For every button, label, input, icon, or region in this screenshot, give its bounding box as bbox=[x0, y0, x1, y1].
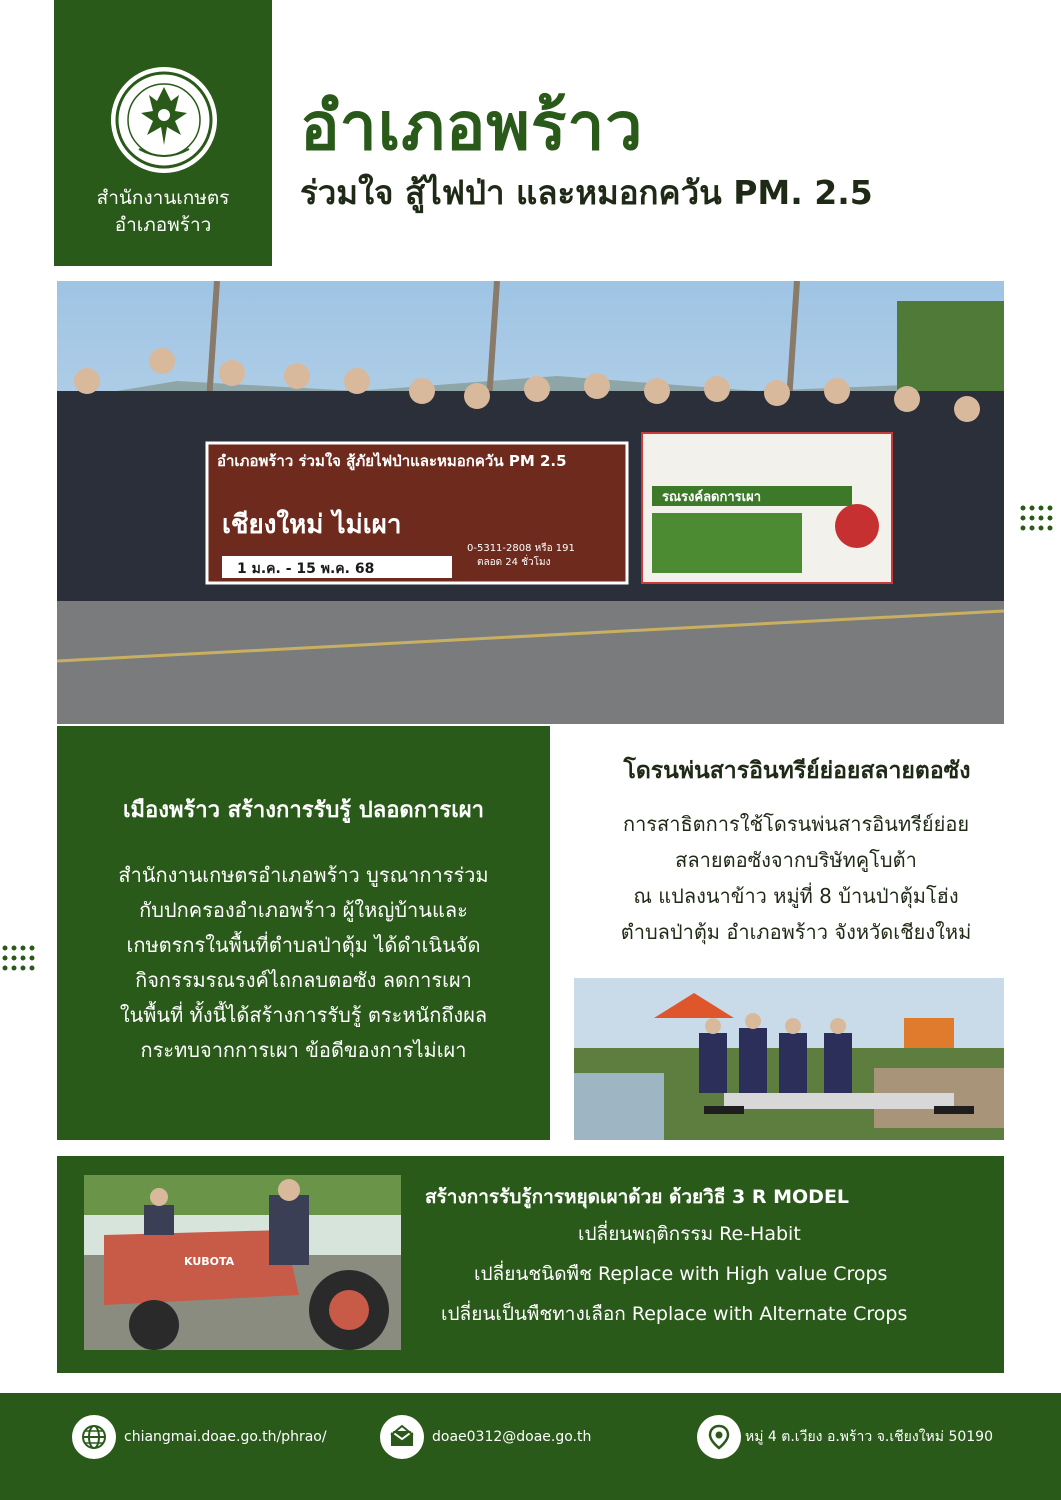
banner-left-title: อำเภอพร้าว ร่วมใจ สู้ภัยไฟป่าและหมอกควัน PM 2.5 bbox=[217, 452, 567, 470]
bottom-line-replace-high-value: เปลี่ยนชนิดพืช Replace with High value Crops bbox=[474, 1263, 888, 1285]
right-body-line: สลายตอซังจากบริษัทคูโบต้า bbox=[675, 848, 917, 872]
tractor-photo bbox=[84, 1175, 401, 1350]
office-name-line2: อำเภอพร้าว bbox=[114, 214, 212, 236]
bottom-line-rehabit: เปลี่ยนพฤติกรรม Re-Habit bbox=[578, 1223, 801, 1245]
right-body-line: ณ แปลงนาข้าว หมู่ที่ 8 บ้านป่าตุ้มโฮ่ง bbox=[633, 884, 959, 908]
banner-left-phone: 0-5311-2808 หรือ 191 bbox=[467, 543, 575, 554]
office-name bbox=[54, 185, 272, 239]
right-section-body bbox=[566, 806, 1026, 950]
department-seal-logo bbox=[109, 65, 219, 175]
footer-website-text[interactable]: chiangmai.doae.go.th/phrao/ bbox=[124, 1429, 327, 1445]
left-body-line: กิจกรรมรณรงค์ไถกลบตอซัง ลดการเผา bbox=[135, 968, 472, 992]
hero-group-photo bbox=[57, 281, 1004, 724]
left-body-line: ในพื้นที่ ทั้งนี้ได้สร้างการรับรู้ ตระหนักถึงผล bbox=[119, 1003, 488, 1027]
right-section-heading: โดรนพ่นสารอินทรีย์ย่อยสลายตอซัง bbox=[623, 758, 971, 784]
globe-icon bbox=[72, 1415, 116, 1459]
footer-email[interactable] bbox=[380, 1415, 591, 1459]
footer-address-text: หมู่ 4 ต.เวียง อ.พร้าว จ.เชียงใหม่ 50190 bbox=[745, 1429, 993, 1445]
banner-right-title: รณรงค์ลดการเผา bbox=[662, 490, 761, 505]
tractor-brand-label: KUBOTA bbox=[184, 1255, 235, 1268]
location-pin-icon bbox=[697, 1415, 741, 1459]
footer-website[interactable] bbox=[72, 1415, 327, 1459]
banner-left-slogan: เชียงใหม่ ไม่เผา bbox=[222, 510, 402, 540]
decorative-dots-right bbox=[1020, 505, 1060, 537]
left-body-line: กระทบจากการเผา ข้อดีของการไม่เผา bbox=[140, 1038, 467, 1062]
footer-address bbox=[697, 1415, 993, 1459]
decorative-dots-left bbox=[2, 945, 42, 977]
footer-bar bbox=[0, 1393, 1061, 1500]
footer-email-text[interactable]: doae0312@doae.go.th bbox=[432, 1429, 592, 1445]
page-subtitle: ร่วมใจ สู้ไฟป่า และหมอกควัน PM. 2.5 bbox=[300, 173, 873, 212]
office-logo-box bbox=[54, 0, 272, 266]
mail-icon bbox=[380, 1415, 424, 1459]
page-title: อำเภอพร้าว bbox=[300, 88, 644, 165]
left-body-line: สำนักงานเกษตรอำเภอพร้าว บูรณาการร่วม bbox=[118, 863, 489, 887]
bottom-line-replace-alternate: เปลี่ยนเป็นพืชทางเลือก Replace with Alternate Crops bbox=[441, 1303, 908, 1325]
left-panel-heading: เมืองพร้าว สร้างการรับรู้ ปลอดการเผา bbox=[123, 798, 484, 823]
left-body-line: เกษตรกรในพื้นที่ตำบลป่าตุ้ม ได้ดำเนินจัด bbox=[126, 933, 481, 957]
banner-left-hours: ตลอด 24 ชั่วโมง bbox=[477, 557, 551, 568]
office-name-line1: สำนักงานเกษตร bbox=[96, 187, 230, 209]
banner-left-dates: 1 ม.ค. - 15 พ.ค. 68 bbox=[237, 561, 375, 577]
drone-demo-photo bbox=[574, 978, 1004, 1140]
left-info-panel bbox=[57, 726, 550, 1140]
right-body-line: การสาธิตการใช้โดรนพ่นสารอินทรีย์ย่อย bbox=[622, 812, 970, 836]
bottom-panel-heading: สร้างการรับรู้การหยุดเผาด้วย ด้วยวิธี 3 R MODEL bbox=[425, 1186, 850, 1208]
right-body-line: ตำบลป่าตุ้ม อำเภอพร้าว จังหวัดเชียงใหม่ bbox=[620, 920, 972, 944]
left-body-line: กับปกครองอำเภอพร้าว ผู้ใหญ่บ้านและ bbox=[139, 898, 468, 922]
left-panel-body bbox=[77, 858, 530, 1068]
